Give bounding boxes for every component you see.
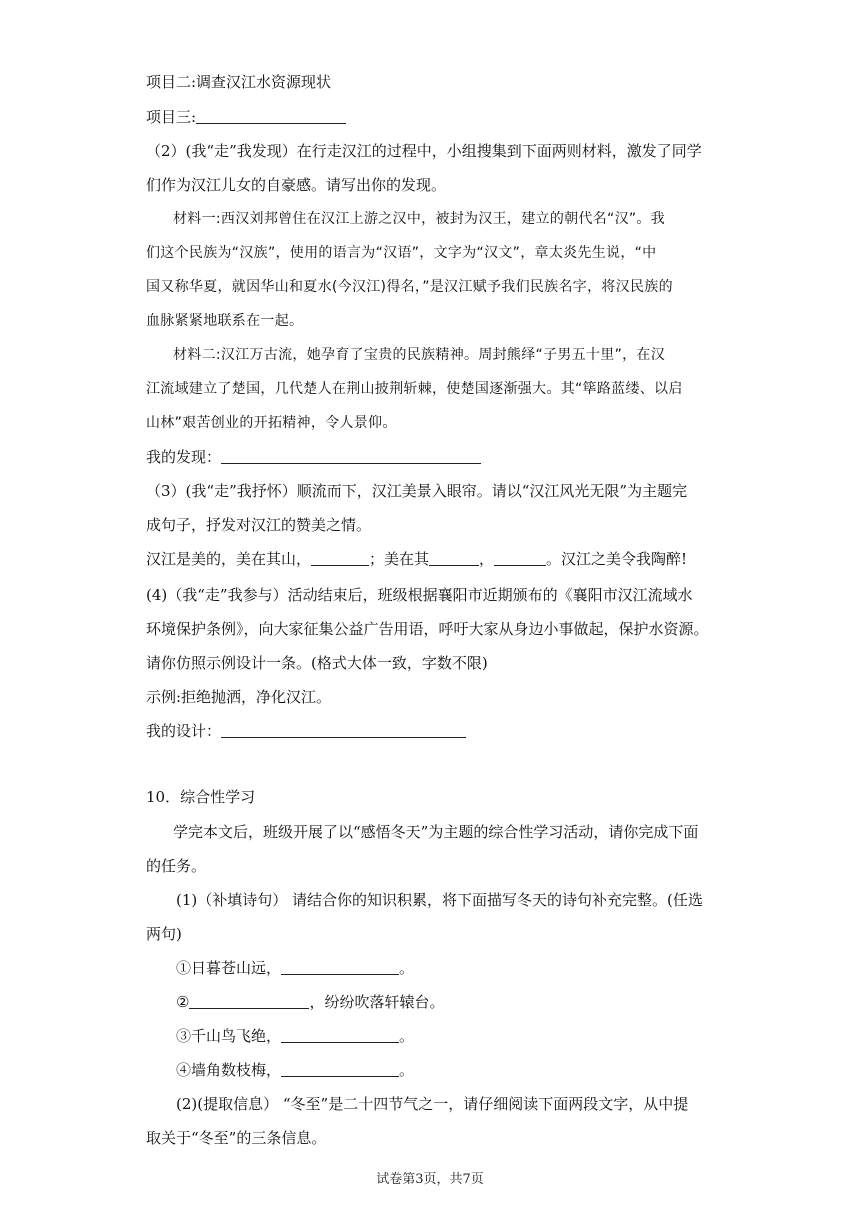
- question-3-line-1: （3）(我“走”我抒怀）顺流而下，汉江美景入眼帘。请以“汉江风光无限”为主题完: [146, 482, 688, 500]
- question-3-line-3: 汉江是美的，美在其山， ；美在其 ， 。汉江之美令我陶醉!: [146, 550, 688, 568]
- poem-line-1: ①日暮苍山远， 。: [176, 959, 415, 977]
- material-1-line-2: 们这个民族为“汉族”，使用的语言为“汉语”，文字为“汉文”，章太炎先生说，“中: [146, 245, 657, 261]
- poem-line-2: ② ，纷纷吹落轩辕台。: [176, 993, 445, 1011]
- page-footer: 试卷第3页，共7页: [376, 1172, 484, 1187]
- poem-blank-1[interactable]: [281, 959, 399, 975]
- poem-line-3: ③千山鸟飞绝， 。: [176, 1027, 415, 1045]
- my-finding: 我的发现：: [146, 447, 481, 467]
- poem-blank-2[interactable]: [189, 993, 309, 1009]
- task-2-line-2: 取关于“冬至”的三条信息。: [146, 1129, 327, 1147]
- example-line: 示例:拒绝抛洒，净化汉江。: [146, 688, 332, 706]
- material-2-line-2: 江流域建立了楚国，几代楚人在荆山披荆斩棘，使楚国逐渐强大。其“筚路蓝缕、以启: [146, 381, 683, 397]
- question-3-line-2: 成句子，抒发对汉江的赞美之情。: [146, 516, 372, 534]
- task-1-line-1: (1)（补填诗句） 请结合你的知识积累，将下面描写冬天的诗句补充完整。(任选: [176, 891, 703, 909]
- design-blank[interactable]: [221, 722, 466, 738]
- poem-line-4: ④墙角数枝梅， 。: [176, 1061, 415, 1079]
- task-2-line-1: (2)(提取信息） “冬至”是二十四节气之一，请仔细阅读下面两段文字，从中提: [176, 1095, 689, 1113]
- finding-blank[interactable]: [221, 448, 481, 464]
- question-2-line-1: （2）(我“走”我发现）在行走汉江的过程中，小组搜集到下面两则材料，激发了同学: [146, 142, 702, 160]
- topic-blank[interactable]: [429, 550, 479, 566]
- material-1-line-4: 血脉紧紧地联系在一起。: [146, 313, 304, 329]
- material-1-line-1: 材料一:西汉刘邦曾住在汉江上游之汉中，被封为汉王，建立的朝代名“汉”。我: [173, 211, 666, 227]
- material-1-line-3: 国又称华夏，就因华山和夏水(今汉江)得名，”是汉江赋予我们民族名字，将汉民族的: [146, 279, 673, 295]
- item-two: 项目二:调查汉江水资源现状: [146, 73, 332, 91]
- question-10-intro-2: 的任务。: [146, 857, 207, 875]
- question-10-intro-1: 学完本文后，班级开展了以“感悟冬天”为主题的综合性学习活动，请你完成下面: [173, 823, 699, 841]
- question-2-line-2: 们作为汉江儿女的自豪感。请写出你的发现。: [146, 176, 447, 194]
- item-three: 项目三:: [146, 107, 346, 127]
- detail-blank[interactable]: [494, 550, 546, 566]
- poem-blank-3[interactable]: [281, 1027, 399, 1043]
- question-4-line-2: 环境保护条例》，向大家征集公益广告用语，呼吁大家从身边小事做起，保护水资源。: [146, 620, 709, 638]
- answer-blank[interactable]: [196, 108, 346, 124]
- question-10-title: 10．综合性学习: [146, 788, 256, 806]
- question-4-line-3: 请你仿照示例设计一条。(格式大体一致，字数不限): [146, 654, 488, 672]
- task-1-line-2: 两句): [146, 925, 182, 943]
- poem-blank-4[interactable]: [281, 1061, 399, 1077]
- material-2-line-1: 材料二:汉江万古流，她孕育了宝贵的民族精神。周封熊绎“子男五十里”，在汉: [173, 347, 666, 363]
- question-4-line-1: (4)（我“走”我参与）活动结束后，班级根据襄阳市近期颁布的《襄阳市汉江流域水: [146, 586, 693, 604]
- my-design: 我的设计：: [146, 721, 466, 741]
- mountain-blank[interactable]: [311, 550, 369, 566]
- material-2-line-3: 山林”艰苦创业的开拓精神，令人景仰。: [146, 415, 397, 431]
